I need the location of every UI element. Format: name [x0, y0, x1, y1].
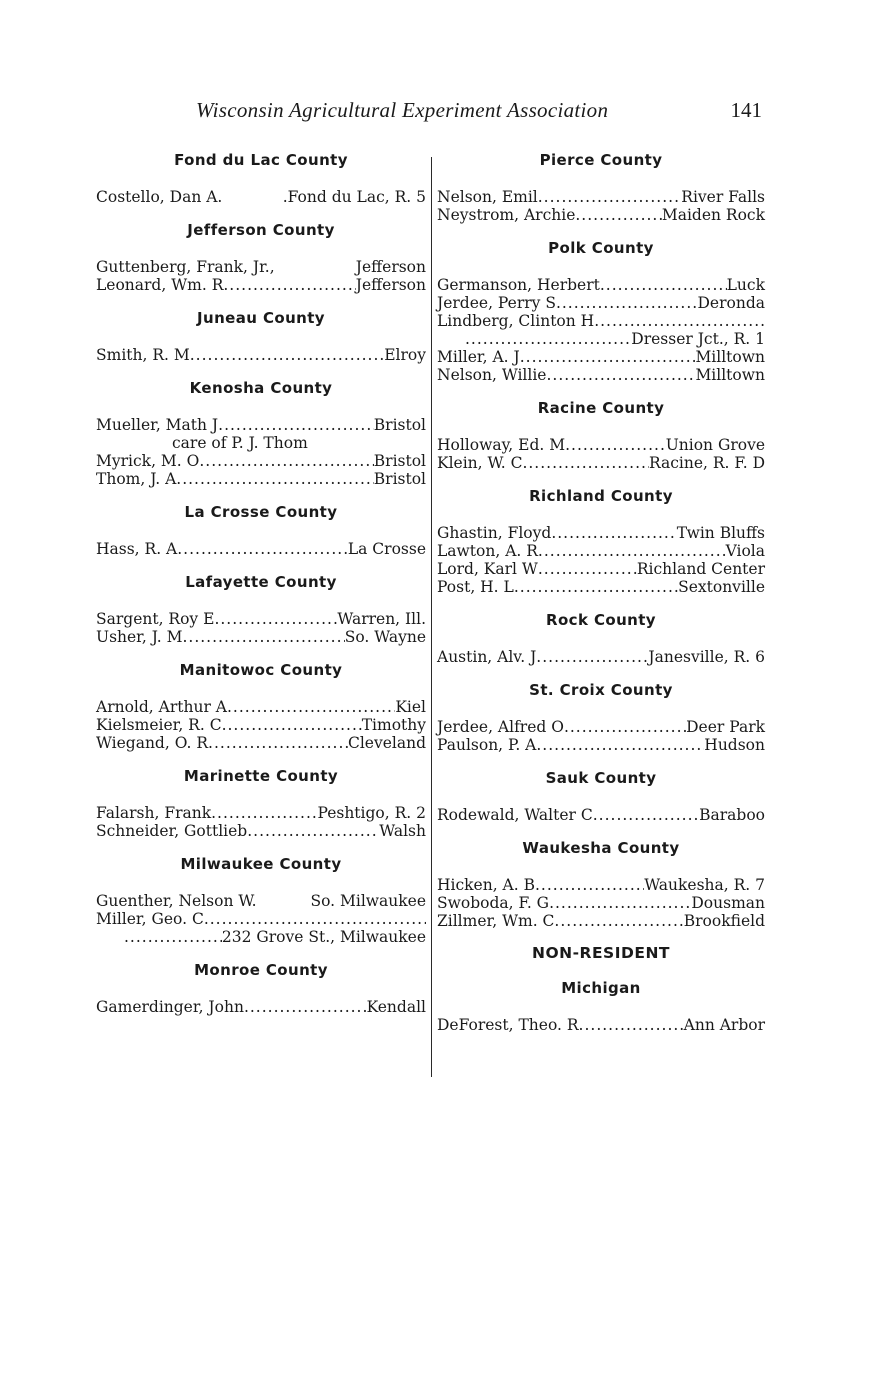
- member-place: Kendall: [366, 998, 426, 1016]
- care-of-line: care of P. J. Thom: [172, 434, 308, 452]
- member-place: Walsh: [379, 822, 426, 840]
- non-resident-heading: NON-RESIDENT: [531, 944, 670, 962]
- member-entry: [437, 578, 765, 596]
- member-entry: [96, 470, 426, 488]
- member-place: Racine, R. F. D: [648, 454, 765, 472]
- member-entry: [96, 540, 426, 558]
- member-name: Zillmer, Wm. C: [437, 912, 555, 930]
- member-name: Sargent, Roy E: [96, 610, 215, 628]
- running-header: [196, 98, 764, 123]
- member-entry: [96, 346, 426, 364]
- member-place: Viola: [725, 542, 765, 560]
- member-place: Luck: [726, 276, 765, 294]
- member-place: So. Milwaukee: [310, 892, 426, 910]
- member-entry: [437, 1016, 765, 1034]
- member-place: Janesville, R. 6: [648, 648, 765, 666]
- county-racine: [437, 398, 765, 472]
- county-monroe: [96, 960, 426, 1016]
- member-place: Hudson: [704, 736, 765, 754]
- member-entry: [437, 206, 765, 224]
- member-entry: [96, 716, 426, 734]
- member-entry: [437, 736, 765, 754]
- county-heading: Rock County: [546, 611, 656, 629]
- county-heading: Monroe County: [194, 961, 328, 979]
- member-place: Milltown: [695, 348, 765, 366]
- member-place: Kiel: [395, 698, 426, 716]
- county-milwaukee: [96, 854, 426, 946]
- member-name: Lawton, A. R: [437, 542, 538, 560]
- county-pierce: [437, 150, 765, 224]
- member-place: Warren, Ill.: [337, 610, 426, 628]
- member-name: Lindberg, Clinton H: [437, 312, 595, 330]
- county-heading: La Crosse County: [184, 503, 338, 521]
- member-place: Deronda: [697, 294, 765, 312]
- member-name: Miller, Geo. C: [96, 910, 204, 928]
- member-name: Kielsmeier, R. C: [96, 716, 222, 734]
- member-name: Hass, R. A: [96, 540, 178, 558]
- county-heading: Racine County: [537, 399, 665, 417]
- county-heading: Jefferson County: [187, 221, 335, 239]
- member-place: Dresser Jct., R. 1: [631, 330, 765, 348]
- member-name: Mueller, Math J: [96, 416, 219, 434]
- county-heading: Marinette County: [183, 767, 339, 785]
- member-entry: [437, 912, 765, 930]
- member-entry: [437, 718, 765, 736]
- member-entry: [96, 188, 426, 206]
- member-place: Union Grove: [665, 436, 765, 454]
- county-heading: Kenosha County: [189, 379, 333, 397]
- county-waukesha: [437, 838, 765, 930]
- county-heading: Milwaukee County: [180, 855, 342, 873]
- member-name: Guttenberg, Frank, Jr.,: [96, 258, 275, 276]
- member-entry-continued: [96, 928, 426, 946]
- member-name: Nelson, Willie: [437, 366, 547, 384]
- member-name: Jerdee, Alfred O: [437, 718, 564, 736]
- member-entry: [96, 804, 426, 822]
- member-name: Costello, Dan A.: [96, 188, 223, 206]
- member-place: Bristol: [373, 452, 426, 470]
- member-entry: [437, 876, 765, 894]
- member-entry: [437, 524, 765, 542]
- member-name: Lord, Karl W: [437, 560, 538, 578]
- member-entry: [96, 610, 426, 628]
- member-entry: [96, 698, 426, 716]
- right-column: [437, 150, 765, 1048]
- member-entry: [96, 822, 426, 840]
- county-heading: Manitowoc County: [179, 661, 343, 679]
- county-heading: Richland County: [529, 487, 673, 505]
- column-divider: [431, 157, 432, 1077]
- county-heading: St. Croix County: [529, 681, 673, 699]
- member-name: Arnold, Arthur A: [96, 698, 227, 716]
- member-name: Smith, R. M: [96, 346, 190, 364]
- member-name: Thom, J. A: [96, 470, 177, 488]
- county-heading: Waukesha County: [522, 839, 680, 857]
- member-name: Swoboda, F. G: [437, 894, 550, 912]
- member-place: Twin Bluffs: [676, 524, 765, 542]
- member-name: Hicken, A. B: [437, 876, 535, 894]
- member-entry: [96, 628, 426, 646]
- member-entry: [437, 454, 765, 472]
- member-name: Miller, A. J: [437, 348, 520, 366]
- member-name: Usher, J. M: [96, 628, 183, 646]
- member-place: Sextonville: [678, 578, 765, 596]
- member-name: Holloway, Ed. M: [437, 436, 566, 454]
- county-heading: Sauk County: [545, 769, 657, 787]
- left-column: [96, 150, 426, 1030]
- member-name: Wiegand, O. R: [96, 734, 209, 752]
- member-name: Post, H. L: [437, 578, 514, 596]
- state-michigan: [437, 978, 765, 1034]
- member-name: Myrick, M. O: [96, 452, 200, 470]
- member-name: Gamerdinger, John: [96, 998, 244, 1016]
- member-entry: [96, 998, 426, 1016]
- member-entry: [437, 276, 765, 294]
- member-entry: [437, 348, 765, 366]
- member-name: Germanson, Herbert: [437, 276, 600, 294]
- member-name: Leonard, Wm. R: [96, 276, 224, 294]
- journal-title: Wisconsin Agricultural Experiment Association: [196, 98, 609, 122]
- member-place: Maiden Rock: [661, 206, 765, 224]
- county-lafayette: [96, 572, 426, 646]
- county-juneau: [96, 308, 426, 364]
- member-place: Waukesha, R. 7: [644, 876, 765, 894]
- member-place: Jefferson: [355, 276, 426, 294]
- member-place: Deer Park: [686, 718, 765, 736]
- member-entry: [96, 910, 426, 928]
- county-st-croix: [437, 680, 765, 754]
- county-heading: Juneau County: [197, 309, 325, 327]
- member-name: Falarsh, Frank: [96, 804, 212, 822]
- member-name: Paulson, P. A: [437, 736, 537, 754]
- county-rock: [437, 610, 765, 666]
- member-entry: [96, 452, 426, 470]
- member-entry: [437, 294, 765, 312]
- member-place: Peshtigo, R. 2: [317, 804, 426, 822]
- county-polk: [437, 238, 765, 384]
- member-place: .Fond du Lac, R. 5: [282, 188, 426, 206]
- member-name: Klein, W. C: [437, 454, 523, 472]
- member-entry: [437, 894, 765, 912]
- member-entry: [437, 366, 765, 384]
- member-name: Austin, Alv. J: [437, 648, 537, 666]
- member-name: Jerdee, Perry S: [437, 294, 556, 312]
- member-place: Milltown: [695, 366, 765, 384]
- member-place: Cleveland: [347, 734, 426, 752]
- member-entry: [437, 312, 765, 330]
- member-name: Rodewald, Walter C: [437, 806, 593, 824]
- member-place: Richland Center: [636, 560, 765, 578]
- member-place: Bristol: [373, 470, 426, 488]
- member-entry: [437, 806, 765, 824]
- county-heading: Polk County: [548, 239, 654, 257]
- member-name: Guenther, Nelson W.: [96, 892, 257, 910]
- member-name: Schneider, Gottlieb: [96, 822, 248, 840]
- member-name: Ghastin, Floyd: [437, 524, 552, 542]
- member-place: So. Wayne: [344, 628, 426, 646]
- county-heading: Lafayette County: [185, 573, 337, 591]
- member-entry: [96, 734, 426, 752]
- member-entry: [96, 258, 426, 276]
- county-kenosha: [96, 378, 426, 488]
- state-heading: Michigan: [561, 979, 641, 997]
- county-manitowoc: [96, 660, 426, 752]
- member-entry: [437, 560, 765, 578]
- member-place: Jefferson: [355, 258, 426, 276]
- member-place: Bristol: [373, 416, 426, 434]
- member-name: Neystrom, Archie: [437, 206, 576, 224]
- member-entry: [437, 436, 765, 454]
- member-entry: [437, 648, 765, 666]
- county-heading: Fond du Lac County: [174, 151, 348, 169]
- member-entry: [96, 892, 426, 910]
- member-entry: [96, 276, 426, 294]
- member-place: Timothy: [361, 716, 426, 734]
- member-entry: [96, 416, 426, 434]
- member-place: 232 Grove St., Milwaukee: [221, 928, 426, 946]
- member-place: Brookfield: [683, 912, 765, 930]
- member-entry: [437, 542, 765, 560]
- county-fond-du-lac: [96, 150, 426, 206]
- county-marinette: [96, 766, 426, 840]
- county-sauk: [437, 768, 765, 824]
- member-place: Ann Arbor: [683, 1016, 765, 1034]
- county-jefferson: [96, 220, 426, 294]
- member-entry: [437, 188, 765, 206]
- member-place: La Crosse: [347, 540, 426, 558]
- page-number: 141: [730, 98, 762, 122]
- member-place: Baraboo: [699, 806, 765, 824]
- member-name: DeForest, Theo. R: [437, 1016, 579, 1034]
- member-place: Elroy: [384, 346, 426, 364]
- county-heading: Pierce County: [539, 151, 663, 169]
- member-place: River Falls: [681, 188, 765, 206]
- county-la-crosse: [96, 502, 426, 558]
- county-richland: [437, 486, 765, 596]
- member-place: Dousman: [691, 894, 765, 912]
- member-name: Nelson, Emil: [437, 188, 538, 206]
- member-entry-continued: [437, 330, 765, 348]
